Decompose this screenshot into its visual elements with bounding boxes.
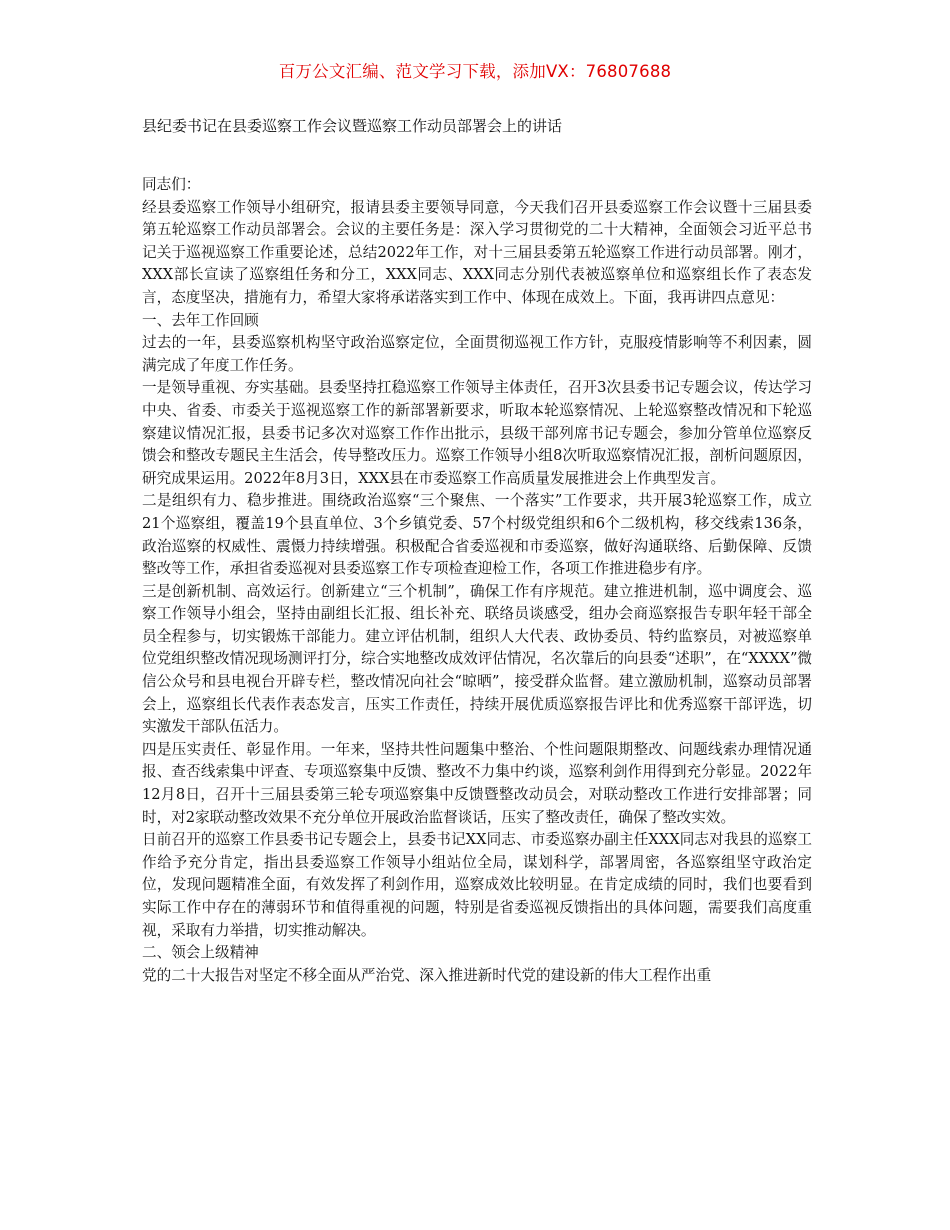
section-heading-1: 一、去年工作回顾 <box>142 311 259 329</box>
paragraph: 过去的一年，县委巡察机构坚守政治巡察定位，全面贯彻巡视工作方针，克服疫情影响等不利因素，圆满完成了年度工作任务。 <box>142 334 812 374</box>
paragraph-intro: 经县委巡察工作领导小组研究，报请县委主要领导同意，今天我们召开县委巡察工作会议暨十三届县委第五轮巡察工作动员部署会。会议的主要任务是：深入学习贯彻党的二十大精神，全面领会习近平总书记关于巡视巡察工作重要论述，总结2022年工作，对十三届县委第五轮巡察工作进行动员部署。刚才，XXX部长宣读了巡察组任务和分工，XXX同志、XXX同志分别代表被巡察单位和巡察组长作了表态发言，态度坚决，措施有力，希望大家将承诺落实到工作中、体现在成效上。下面，我再讲四点意见： <box>142 198 812 306</box>
download-banner: 百万公文汇编、范文学习下载，添加VX：76807688 <box>278 62 672 81</box>
paragraph: 四是压实责任、彰显作用。一年来，坚持共性问题集中整治、个性问题限期整改、问题线索办理情况通报、查否线索集中评查、专项巡察集中反馈、整改不力集中约谈，巡察利剑作用得到充分彰显。2022年12月8日，召开十三届县委第三轮专项巡察集中反馈暨整改动员会，对联动整改工作进行安排部署；同时，对2家联动整改效果不充分单位开展政治监督谈话，压实了整改责任，确保了整改实效。 <box>142 740 812 826</box>
paragraph-salutation: 同志们： <box>142 176 201 193</box>
paragraph: 日前召开的巡察工作县委书记专题会上，县委书记XX同志、市委巡察办副主任XXX同志对我县的巡察工作给予充分肯定，指出县委巡察工作领导小组站位全局，谋划科学，部署周密，各巡察组坚守政治定位，发现问题精准全面，有效发挥了利剑作用，巡察成效比较明显。在肯定成绩的同时，我们也要看到实际工作中存在的薄弱环节和值得重视的问题，特别是省委巡视反馈指出的具体问题，需要我们高度重视，采取有力举措，切实推动解决。 <box>142 831 812 939</box>
paragraph: 一是领导重视、夯实基础。县委坚持扛稳巡察工作领导主体责任，召开3次县委书记专题会议，传达学习中央、省委、市委关于巡视巡察工作的新部署新要求，听取本轮巡察情况、上轮巡察整改情况和下轮巡察建议情况汇报，县委书记多次对巡察工作作出批示，县级干部列席书记专题会，参加分管单位巡察反馈会和整改专题民主生活会，传导整改压力。巡察工作领导小组8次听取巡察情况汇报，剖析问题原因，研究成果运用。2022年8月3日，XXX县在市委巡察工作高质量发展推进会上作典型发言。 <box>142 379 812 487</box>
paragraph: 党的二十大报告对坚定不移全面从严治党、深入推进新时代党的建设新的伟大工程作出重 <box>142 966 712 984</box>
paragraph: 三是创新机制、高效运行。创新建立“三个机制”，确保工作有序规范。建立推进机制，巡中调度会、巡察工作领导小组会，坚持由副组长汇报、组长补充、联络员谈感受，组办会商巡察报告专职年轻干部全员全程参与，切实锻炼干部能力。建立评估机制，组织人大代表、政协委员、特约监察员，对被巡察单位党组织整改情况现场测评打分，综合实地整改成效评估情况，名次靠后的向县委“述职”，在“XXXX”微信公众号和县电视台开辟专栏，整改情况向社会“晾晒”，接受群众监督。建立激励机制，巡察动员部署会上，巡察组长代表作表态发言，压实工作责任，持续开展优质巡察报告评比和优秀巡察干部评选，切实激发干部队伍活力。 <box>142 582 812 736</box>
paragraph: 二是组织有力、稳步推进。围绕政治巡察“三个聚焦、一个落实”工作要求，共开展3轮巡察工作，成立21个巡察组，覆盖19个县直单位、3个乡镇党委、57个村级党组织和6个二级机构，移交线索136条，政治巡察的权威性、震慑力持续增强。积极配合省委巡视和市委巡察，做好沟通联络、后勤保障、反馈整改等工作，承担省委巡视对县委巡察工作专项检查迎检工作，各项工作推进稳步有序。 <box>142 492 812 578</box>
document-body <box>142 174 812 987</box>
document-title: 县纪委书记在县委巡察工作会议暨巡察工作动员部署会上的讲话 <box>142 117 563 135</box>
section-heading-2: 二、领会上级精神 <box>142 944 259 962</box>
